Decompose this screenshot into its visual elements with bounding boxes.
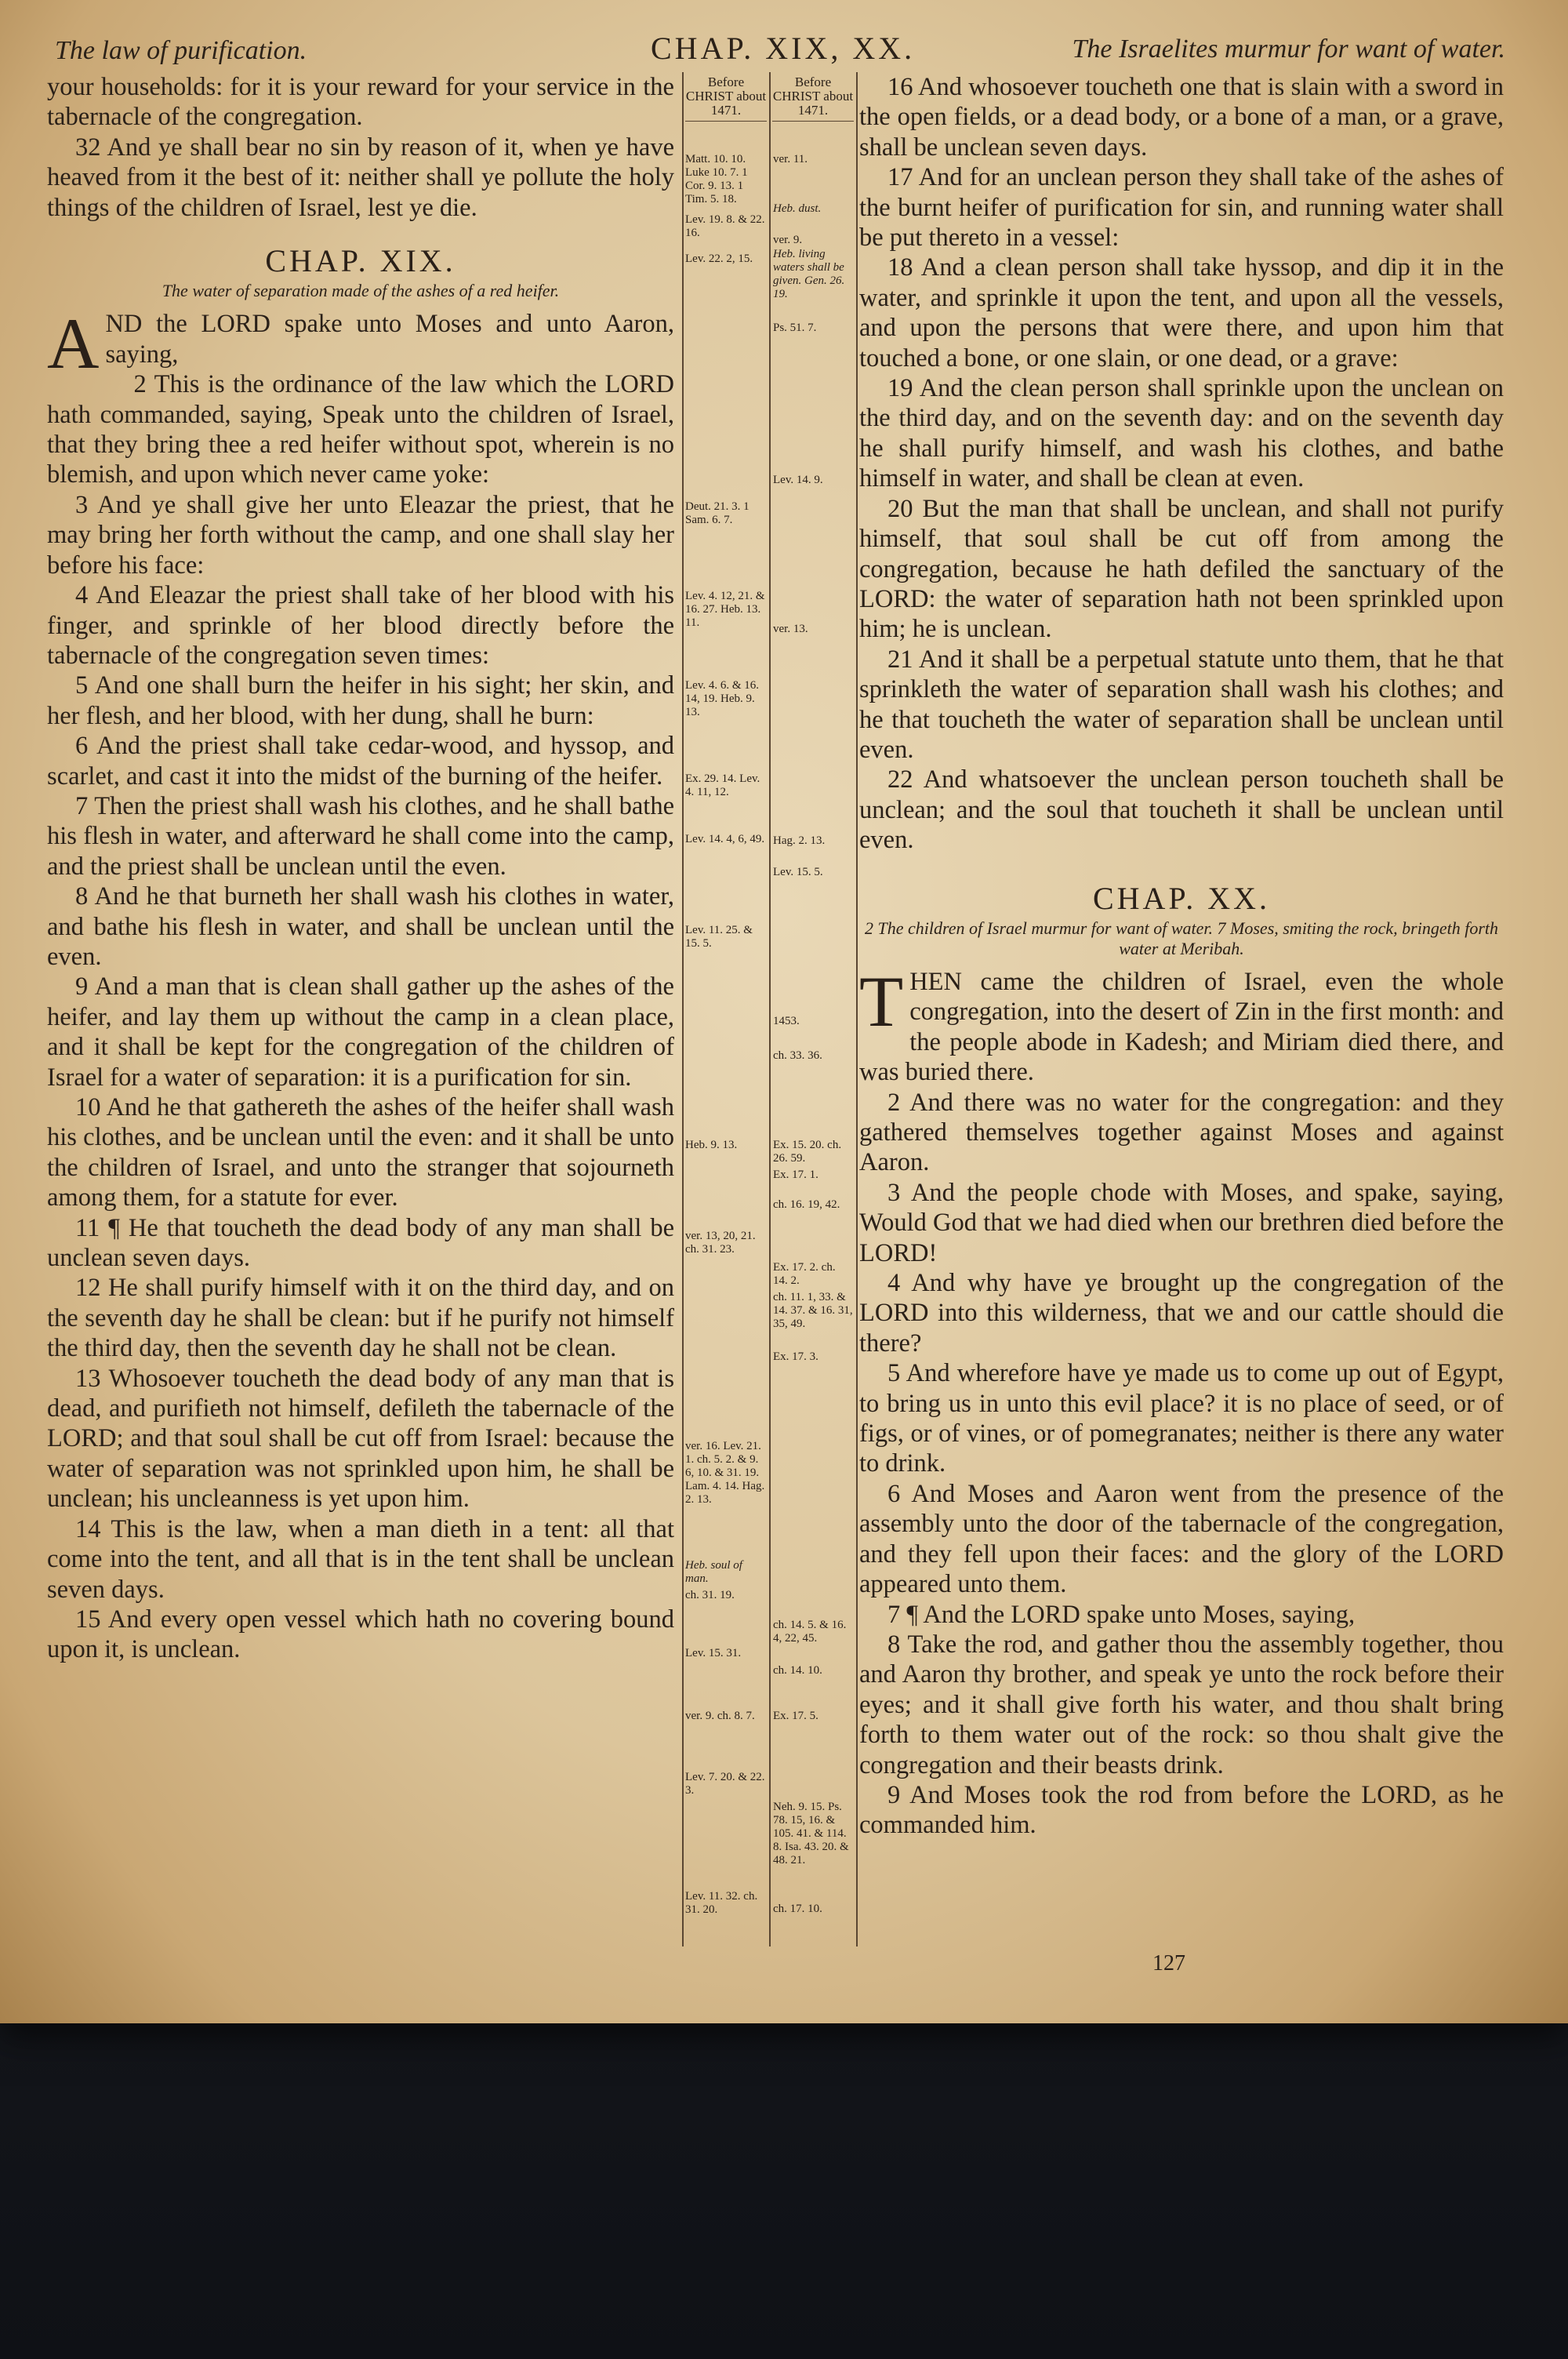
margin-ref: Lev. 15. 5.: [773, 866, 823, 878]
margin-ref: ver. 11.: [773, 153, 808, 165]
margin-ref: Lev. 15. 31.: [685, 1647, 742, 1659]
verse: 19 And the clean person shall sprinkle upon the unclean on the third day, and on the seventh day: and on the seventh day he shall purify himself, and wash his clothes, and bathe himself in water, and shall be clean at even.: [859, 374, 1504, 493]
margin-header: Before CHRIST about 1471.: [685, 75, 767, 122]
verse: 7 Then the priest shall wash his clothes, and he shall bathe his flesh in water, and afterward he shall come into the camp, and the priest shall be unclean until the even.: [47, 791, 674, 881]
margin-ref: ver. 9.: [773, 234, 803, 246]
verse-1: [859, 961, 1504, 1088]
margin-ref: ver. 13.: [773, 623, 808, 635]
chapter-19-summary: The water of separation made of the ashes of a red heifer.: [162, 281, 560, 301]
margin-ref: Ps. 51. 7.: [773, 322, 817, 334]
margin-ref: Matt. 10. 10. Luke 10. 7. 1 Cor. 9. 13. 1 Tim. 5. 18.: [685, 153, 748, 205]
margin-ref: Ex. 17. 2. ch. 14. 2.: [773, 1261, 836, 1287]
chapter-20-title: CHAP. XX.: [1092, 880, 1271, 916]
right-column: [859, 72, 1504, 1841]
margin-ref: Heb. 9. 13.: [685, 1139, 738, 1151]
verse: 11 ¶ He that toucheth the dead body of any man shall be unclean seven days.: [47, 1213, 674, 1273]
margin-ref: Heb. soul of man.: [685, 1559, 742, 1585]
verse: 13 Whosoever toucheth the dead body of any man that is dead, and purifieth not himself, defileth the tabernacle of the LORD; and that soul shall be cut off from Israel: because the water of separation was not sprinkled upon him, he shall be unclean; his uncleanness is yet upon him.: [47, 1364, 674, 1514]
verse: 9 And a man that is clean shall gather up the ashes of the heifer, and lay them up without the camp in a clean place, and it shall be kept for the congregation of the children of Israel for a water of separation: it is a purification for sin.: [47, 972, 674, 1092]
margin-ref: Lev. 11. 32. ch. 31. 20.: [685, 1890, 758, 1916]
margin-ref: Lev. 11. 25. & 15. 5.: [685, 924, 753, 950]
margin-ref: ch. 14. 5. & 16. 4, 22, 45.: [773, 1619, 847, 1645]
verse: 20 But the man that shall be unclean, and shall not purify himself, that soul shall be cut off from among the congregation, because he hath defiled the sanctuary of the LORD: the water of separation hath not been sprinkled upon him; he is unclean.: [859, 494, 1504, 644]
verse: your households: for it is your reward for your service in the tabernacle of the congregation.: [47, 73, 674, 132]
margin-ref: Ex. 17. 5.: [773, 1710, 818, 1722]
margin-ref: Hag. 2. 13.: [773, 834, 826, 847]
margin-ref: Lev. 19. 8. & 22. 16.: [685, 213, 765, 239]
page-number: 127: [1152, 1951, 1185, 1976]
margin-ref: Ex. 17. 3.: [773, 1350, 818, 1363]
chapter-19-title: CHAP. XIX.: [265, 243, 456, 279]
left-column: [47, 72, 674, 1665]
verse: 16 And whosoever toucheth one that is slain with a sword in the open fields, or a dead body, or a bone of a man, or a grave, shall be unclean seven days.: [859, 73, 1504, 162]
verse: 32 And ye shall bear no sin by reason of it, when ye have heaved from it the best of it: neither shall ye pollute the holy things of the children of Israel, lest ye die.: [47, 133, 674, 222]
verse: 3 And ye shall give her unto Eleazar the priest, that he may bring her forth without the camp, and one shall slay her before his face:: [47, 490, 674, 580]
margin-ref: Lev. 14. 4, 6, 49.: [685, 833, 765, 845]
margin-ref: ch. 16. 19, 42.: [773, 1198, 840, 1211]
verse: 14 This is the law, when a man dieth in a tent: all that come into the tent, and all that is in the tent shall be unclean seven days.: [47, 1514, 674, 1604]
verse: 4 And why have ye brought up the congregation of the LORD into this wilderness, that we and our cattle should die there?: [859, 1269, 1504, 1358]
drop-cap: A: [47, 304, 100, 384]
running-head-right: The Israelites murmur for want of water.: [1072, 35, 1505, 64]
margin-ref: ver. 16. Lev. 21. 1. ch. 5. 2. & 9. 6, 10. & 31. 19. Lam. 4. 14. Hag. 2. 13.: [685, 1440, 765, 1506]
margin-ref: Heb. living waters shall be given. Gen. 26. 19.: [773, 248, 845, 300]
verse-1: [47, 304, 674, 384]
verse: 3 And the people chode with Moses, and spake, saying, Would God that we had died when our brethren died before the LORD!: [859, 1178, 1504, 1267]
verse: 5 And wherefore have ye made us to come up out of Egypt, to bring us in unto this evil place? it is no place of seed, or of figs, or of vines, or of pomegranates; neither is there any water to drink.: [859, 1359, 1504, 1478]
running-head-center: CHAP. XIX, XX.: [651, 31, 916, 66]
margin-ref: ver. 13, 20, 21. ch. 31. 23.: [685, 1230, 756, 1256]
margin-ref: 1453.: [773, 1015, 800, 1027]
verse: 17 And for an unclean person they shall take of the ashes of the burnt heifer of purification for sin, and running water shall be put thereto in a vessel:: [859, 163, 1504, 253]
running-head: [47, 30, 1505, 77]
verse: 2 This is the ordinance of the law which the LORD hath commanded, saying, Speak unto the children of Israel, that they bring thee a red heifer without spot, wherein is no blemish, and upon which never came yoke:: [47, 370, 674, 489]
verse-1-text: HEN came the children of Israel, even the whole congregation, into the desert of Zin in the first month: and the people abode in Kadesh; and Miriam died there, and was buried there.: [859, 967, 1504, 1087]
verse: 5 And one shall burn the heifer in his sight; her skin, and her flesh, and her blood, with her dung, shall he burn:: [47, 671, 674, 730]
verse-1-text: ND the LORD spake unto Moses and unto Aaron, saying,: [105, 310, 674, 369]
chapter-20-summary: 2 The children of Israel murmur for want of water. 7 Moses, smiting the rock, bringeth forth water at Meribah.: [864, 918, 1499, 958]
verse: 2 And there was no water for the congregation: and they gathered themselves together against Moses and against Aaron.: [859, 1088, 1504, 1177]
margin-ref: Lev. 4. 12, 21. & 16. 27. Heb. 13. 11.: [685, 590, 765, 629]
verse: 7 ¶ And the LORD spake unto Moses, saying,: [887, 1600, 1356, 1629]
margin-ref: Lev. 7. 20. & 22. 3.: [685, 1771, 765, 1797]
verse: 6 And the priest shall take cedar-wood, and hyssop, and scarlet, and cast it into the midst of the burning of the heifer.: [47, 732, 674, 791]
margin-ref: ch. 31. 19.: [685, 1589, 735, 1601]
running-head-left: The law of purification.: [55, 36, 307, 65]
margin-ref: Lev. 22. 2, 15.: [685, 253, 753, 265]
verse: 22 And whatsoever the unclean person toucheth shall be unclean; and the soul that toucheth it shall be unclean until even.: [859, 765, 1504, 855]
margin-ref: ch. 17. 10.: [773, 1903, 822, 1915]
margin-header: Before CHRIST about 1471.: [772, 75, 854, 122]
margin-ref: ch. 11. 1, 33. & 14. 37. & 16. 31, 35, 49.: [773, 1291, 853, 1330]
verse: 4 And Eleazar the priest shall take of her blood with his finger, and sprinkle of her blood directly before the tabernacle of the congregation seven times:: [47, 581, 674, 670]
drop-cap: T: [859, 961, 904, 1041]
margin-ref: Heb. dust.: [773, 202, 822, 215]
verse: 6 And Moses and Aaron went from the presence of the assembly unto the door of the tabernacle of the congregation, and they fell upon their faces: and the glory of the LORD appeared unto them.: [859, 1479, 1504, 1599]
verse: 18 And a clean person shall take hyssop, and dip it in the water, and sprinkle it upon the tent, and upon all the vessels, and upon the persons that were there, and upon him that touched a bone, or one slain, or one dead, or a grave:: [859, 253, 1504, 373]
margin-ref: Ex. 29. 14. Lev. 4. 11, 12.: [685, 772, 760, 798]
verse: 8 Take the rod, and gather thou the assembly together, thou and Aaron thy brother, and speak ye unto the rock before their eyes; and it shall give forth his water, and thou shalt bring forth to them water out of the rock: so thou shalt give the congregation and their beasts drink.: [859, 1630, 1504, 1779]
margin-ref: ch. 14. 10.: [773, 1664, 822, 1677]
verse: 8 And he that burneth her shall wash his clothes in water, and bathe his flesh in water, and shall be unclean until the even.: [47, 882, 674, 971]
verse: 15 And every open vessel which hath no covering bound upon it, is unclean.: [47, 1605, 674, 1664]
margin-ref: Lev. 4. 6. & 16. 14, 19. Heb. 9. 13.: [685, 679, 760, 718]
margin-ref: ch. 33. 36.: [773, 1049, 822, 1062]
margin-ref: Neh. 9. 15. Ps. 78. 15, 16. & 105. 41. & 114. 8. Isa. 43. 20. & 48. 21.: [773, 1801, 849, 1866]
margin-ref: Ex. 15. 20. ch. 26. 59.: [773, 1139, 842, 1165]
margin-ref: Lev. 14. 9.: [773, 474, 823, 486]
margin-ref: Ex. 17. 1.: [773, 1169, 818, 1181]
margin-ref: Deut. 21. 3. 1 Sam. 6. 7.: [685, 500, 750, 526]
margin-ref: ver. 9. ch. 8. 7.: [685, 1710, 755, 1722]
verse: 21 And it shall be a perpetual statute unto them, that he that sprinkleth the water of separation shall wash his clothes; and he that toucheth the water of separation shall be unclean until even.: [859, 645, 1504, 764]
verse: 9 And Moses took the rod from before the LORD, as he commanded him.: [859, 1780, 1504, 1840]
verse: 10 And he that gathereth the ashes of the heifer shall wash his clothes, and be unclean until the even: and it shall be unto the children of Israel, and unto the stranger that sojourneth among them, for a statute for ever.: [47, 1093, 674, 1212]
verse: 12 He shall purify himself with it on the third day, and on the seventh day he shall be clean: but if he purify not himself the third day, then the seventh day he shall not be clean.: [47, 1274, 674, 1363]
